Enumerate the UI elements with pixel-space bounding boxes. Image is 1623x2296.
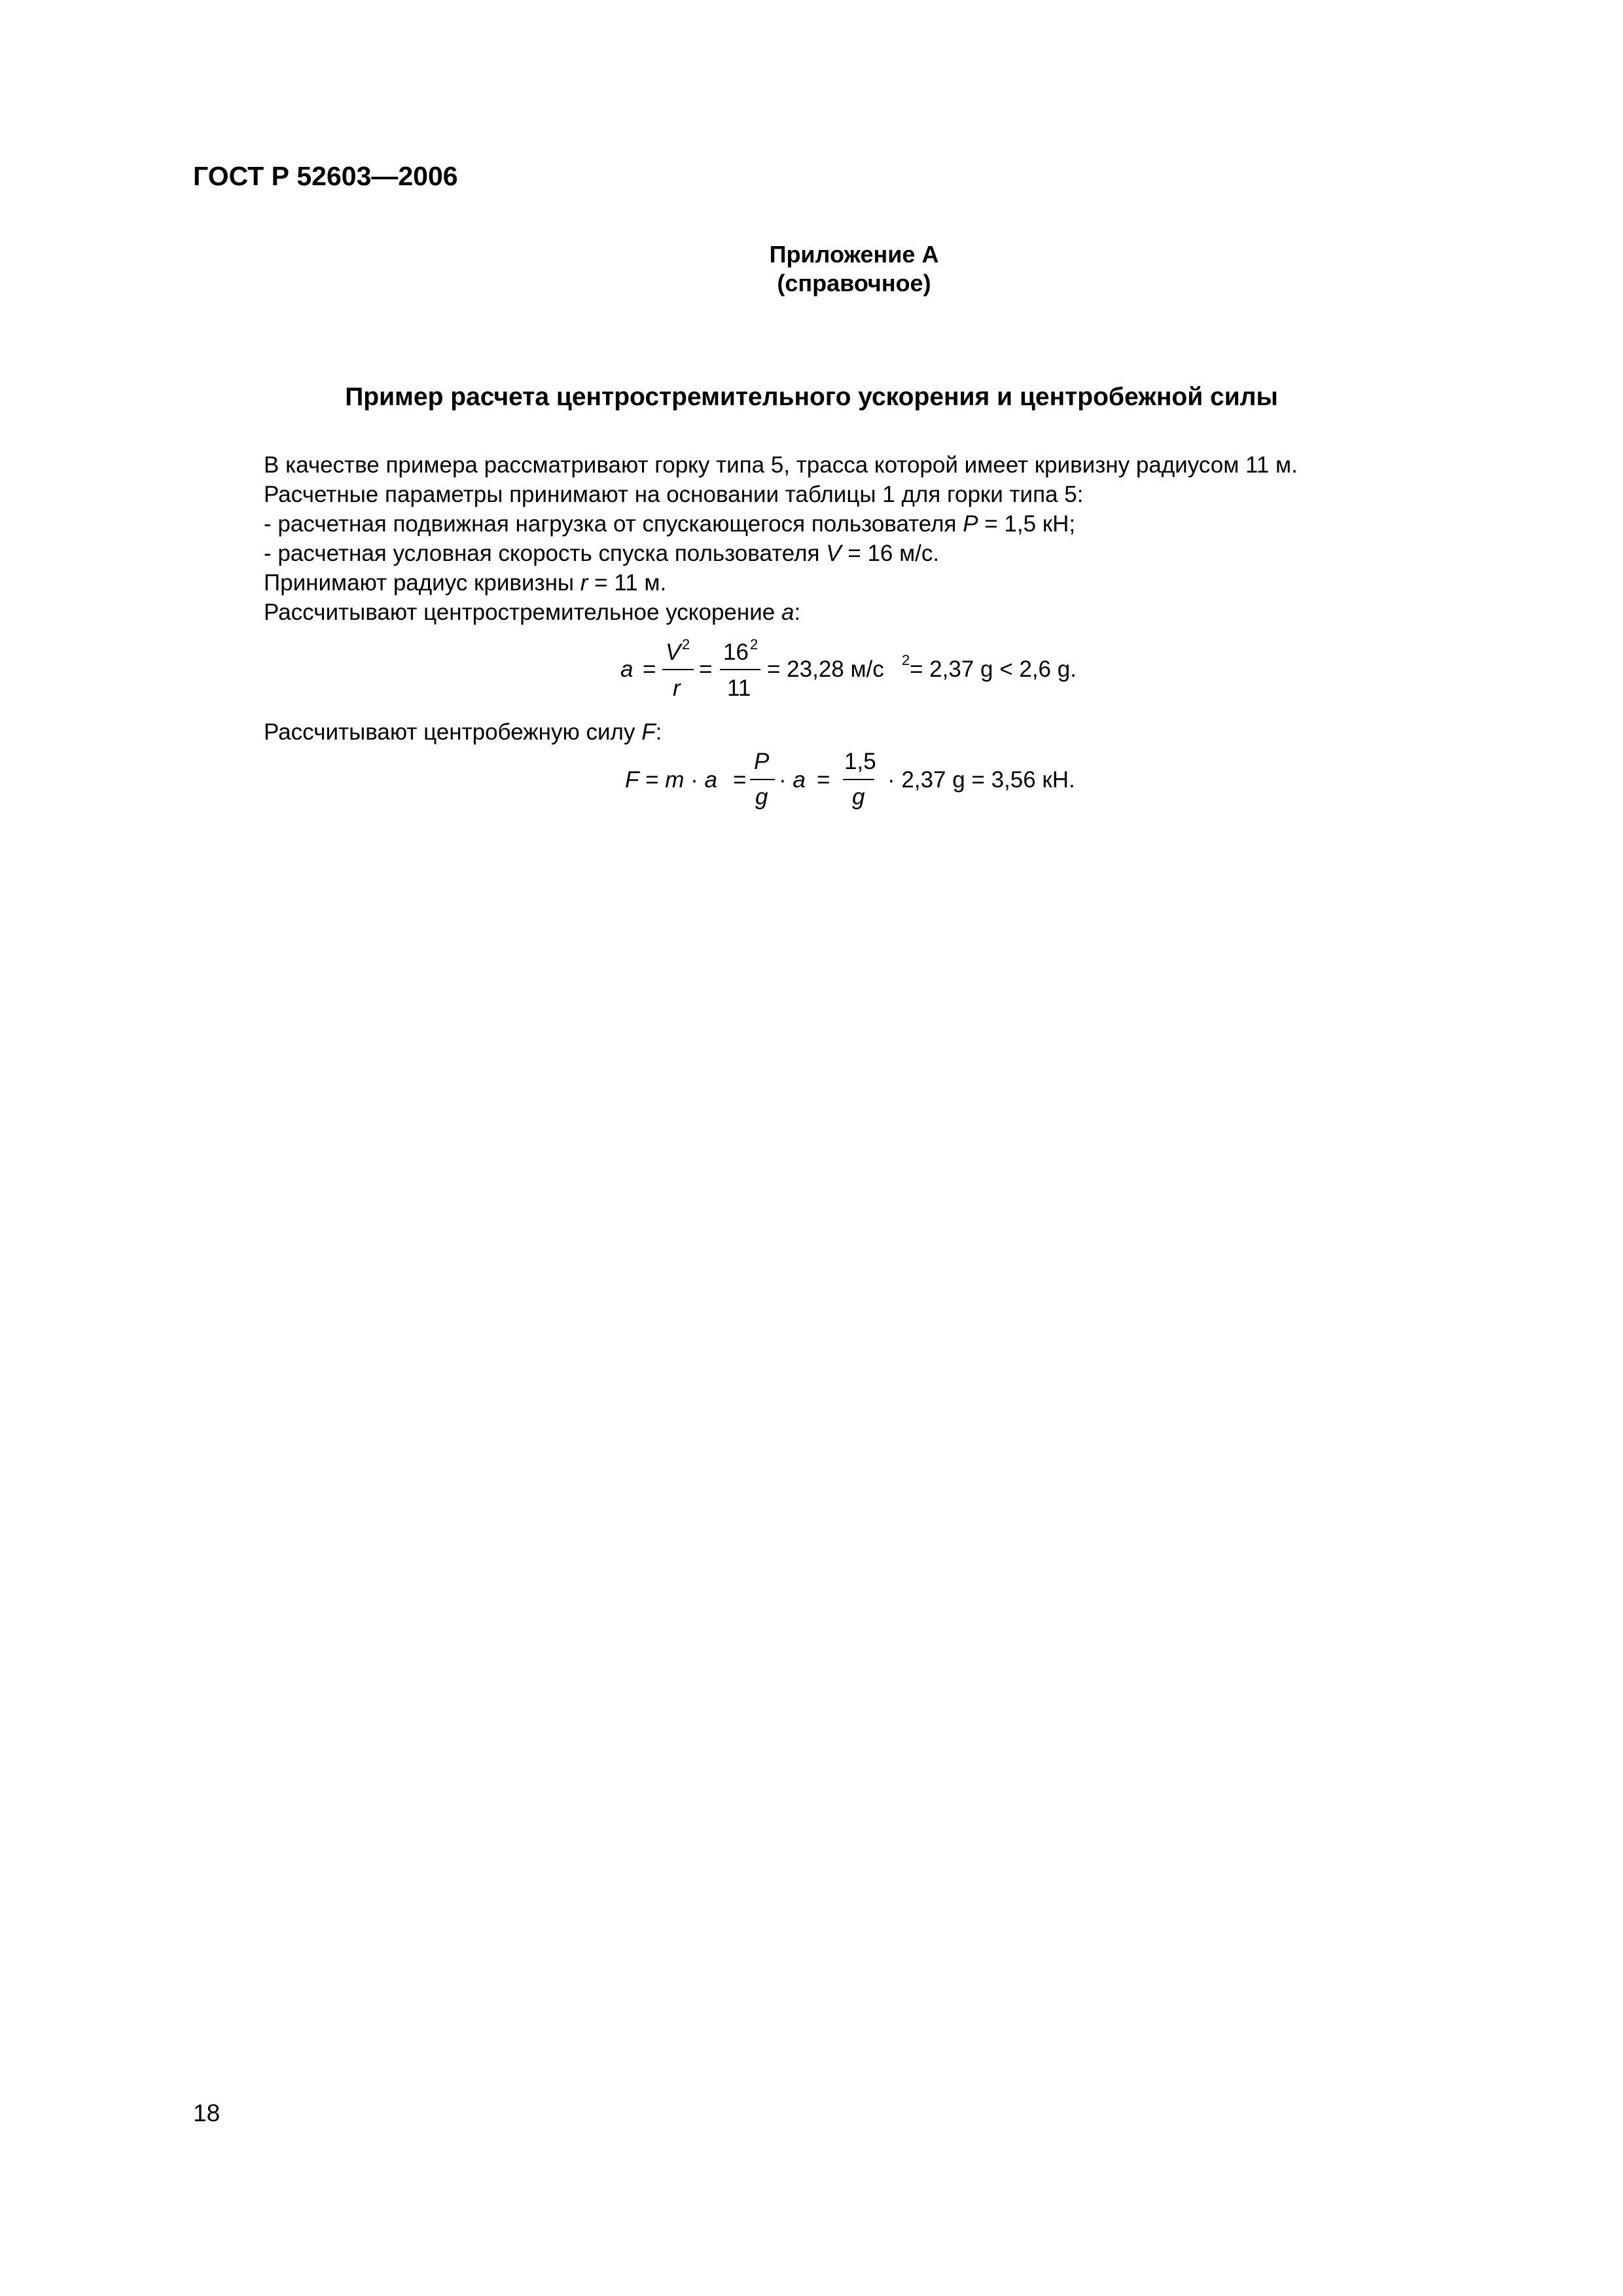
formula1-frac2-num-exponent: 2 [750, 636, 758, 653]
line-5-prefix: Принимают радиус кривизны [264, 570, 580, 596]
page-number: 18 [193, 2100, 221, 2126]
line-4-variable: V [826, 541, 842, 566]
formula2-eq2: = [817, 767, 830, 793]
formula2-eq1: = [733, 767, 747, 793]
formula1-frac1-numerator: V [666, 639, 681, 665]
formula2-frac2-denominator: g [852, 784, 865, 810]
line-6-variable: a [781, 600, 794, 625]
formula1-frac1-num-exponent: 2 [682, 636, 690, 653]
formula1-result-part1: = 23,28 м/с [767, 656, 884, 682]
body-line-6 [264, 598, 800, 627]
formula1-eq2: = [699, 656, 713, 682]
formula1-frac2-denominator: 11 [727, 675, 751, 701]
line-5-suffix: = 11 м. [588, 570, 667, 596]
formula2-result: · 2,37 g = 3,56 кН. [887, 767, 1075, 793]
formula1-frac2-bar [720, 669, 760, 670]
formula1-lhs: a [620, 656, 633, 682]
line-3-suffix: = 1,5 кН; [978, 511, 1076, 537]
standard-code: ГОСТ Р 52603—2006 [193, 161, 458, 191]
body-line-5 [264, 568, 666, 598]
annex-kind: (справочное) [777, 270, 931, 296]
line-6-prefix: Рассчитывают центростремительное ускорение [264, 600, 781, 625]
body-line-2: Расчетные параметры принимают на основании таблицы 1 для горки типа 5: [264, 482, 1084, 507]
formula1-frac1-bar [662, 669, 694, 670]
line-6-suffix: : [794, 600, 801, 625]
formula2-mid: · a [779, 767, 806, 793]
line-3-prefix: - расчетная подвижная нагрузка от спускающегося пользователя [264, 511, 963, 537]
body-line-3 [264, 509, 1075, 539]
formula1-result-part2: = 2,37 g < 2,6 g. [910, 656, 1077, 682]
section-title: Пример расчета центростремительного ускорения и центробежной силы [345, 383, 1278, 411]
line-4-prefix: - расчетная условная скорость спуска пользователя [264, 541, 827, 566]
body-line-1: В качестве примера рассматривают горку типа 5, трасса которой имеет кривизну радиусом 11 м. [264, 452, 1298, 478]
formula2-frac1-denominator: g [755, 784, 768, 810]
formula1-eq: = [643, 656, 656, 682]
formula2-frac2-numerator: 1,5 [844, 749, 876, 774]
formula1-result-exponent: 2 [902, 652, 910, 668]
body-line-7 [264, 717, 662, 747]
line-7-suffix: : [655, 719, 662, 745]
formula1-frac2-numerator: 16 [723, 639, 749, 665]
formula2-lhs: F = m · a [625, 767, 718, 793]
formula2-frac1-numerator: P [754, 749, 770, 774]
line-4-suffix: = 16 м/с. [841, 541, 940, 566]
line-3-variable: P [963, 511, 978, 537]
line-7-prefix: Рассчитывают центробежную силу [264, 719, 642, 745]
annex-title: Приложение А [769, 241, 939, 268]
formula1-frac1-denominator: r [673, 675, 681, 701]
formula2-frac2-bar [843, 779, 874, 780]
line-7-variable: F [641, 719, 656, 745]
formula2-frac1-bar [750, 779, 775, 780]
body-line-4 [264, 539, 939, 568]
line-5-variable: r [580, 570, 588, 596]
